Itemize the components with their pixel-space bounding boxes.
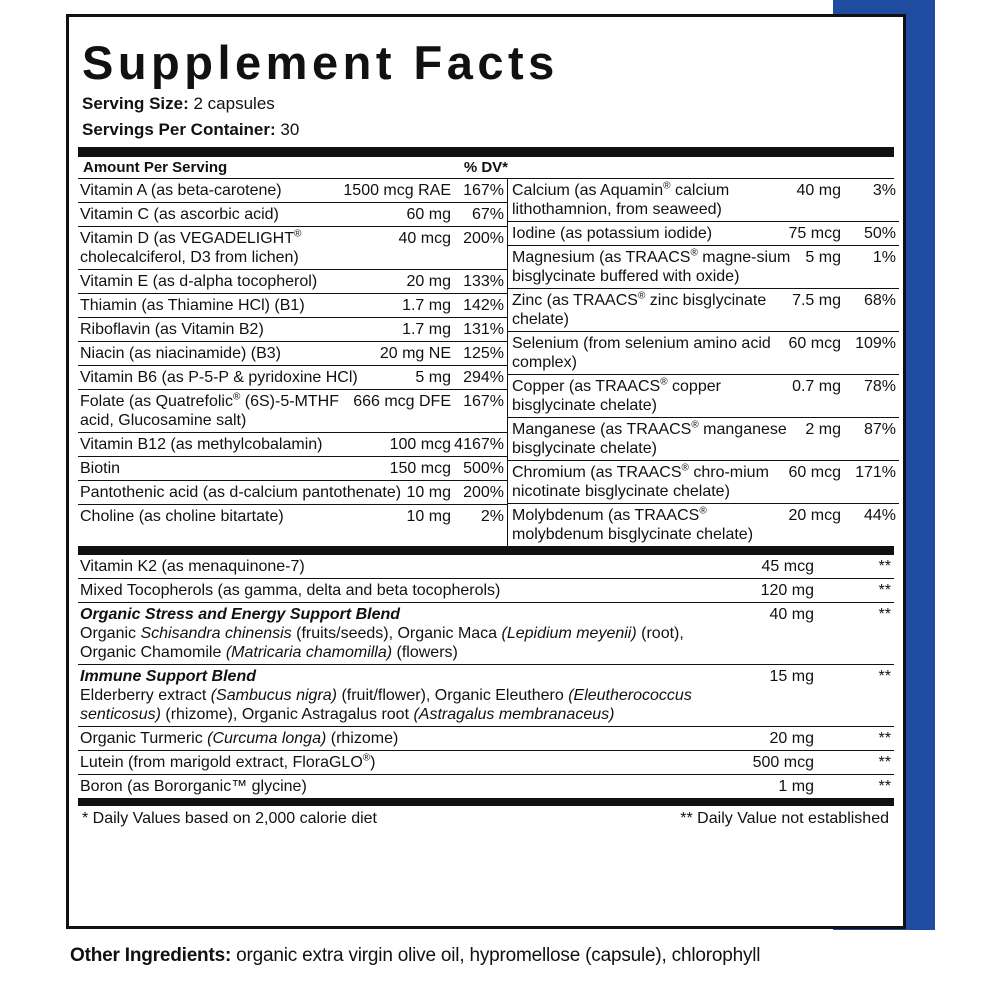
nutrient-amount: 10 mg (406, 484, 451, 501)
nutrient-name: Iodine (as potassium iodide) (512, 225, 713, 242)
ingredient-amount: 45 mcg (761, 558, 814, 575)
nutrient-name (80, 229, 395, 267)
nutrient-dv: 171% (855, 464, 896, 481)
ingredient-name (80, 753, 714, 772)
nutrient-dv: 3% (872, 182, 896, 199)
blend-title: Organic Stress and Energy Support Blend (80, 606, 401, 623)
nutrient-dv: 167% (463, 182, 504, 199)
nutrient-name: Pantothenic acid (as d-calcium pantothenate) (80, 484, 402, 501)
nutrient-amount: 40 mg (796, 182, 841, 199)
table-row (78, 342, 507, 366)
ingredient-dv: ** (878, 778, 891, 795)
supplement-facts-panel (66, 14, 906, 929)
ingredient-dv: ** (878, 668, 891, 685)
ingredient-amount: 120 mg (760, 582, 814, 599)
nutrient-amount: 5 mg (415, 369, 451, 386)
nutrient-name-part: Folate (as Quatrefolic (80, 393, 233, 410)
nutrient-amount: 40 mcg (398, 230, 451, 247)
nutrient-name: Selenium (from selenium amino acid complex) (512, 335, 771, 371)
registered-mark: ® (699, 505, 707, 517)
daily-value-footnotes (78, 806, 894, 830)
amount-per-serving-header: Amount Per Serving (83, 159, 228, 176)
nutrient-name-part: molybdenum bisglycinate chelate) (512, 526, 754, 543)
blend-text-part: (rhizome), Organic Astragalus root (160, 706, 414, 723)
ingredient-amount: 20 mg (769, 730, 814, 747)
nutrient-name (512, 420, 801, 458)
table-row (508, 418, 899, 461)
nutrient-name: Biotin (80, 460, 121, 477)
nutrient-dv: 87% (863, 421, 896, 438)
nutrient-amount: 150 mcg (389, 460, 451, 477)
table-row (78, 727, 894, 751)
stress-energy-blend-row (78, 603, 894, 665)
ingredient-name: Boron (as Bororganic™ glycine) (80, 778, 307, 795)
table-row (508, 375, 899, 418)
nutrient-dv: 142% (463, 297, 504, 314)
nutrient-dv: 68% (863, 292, 896, 309)
nutrient-name-part: Chromium (as TRAACS (512, 464, 682, 481)
scientific-name: (Astragalus membranaceus) (413, 706, 615, 723)
ingredient-text-part: ) (370, 754, 376, 771)
nutrient-dv: 500% (463, 460, 504, 477)
nutrient-dv: 200% (463, 484, 504, 501)
panel-title: Supplement Facts (82, 36, 559, 89)
nutrient-name (512, 463, 785, 501)
nutrient-amount: 0.7 mg (792, 378, 841, 395)
table-row (78, 481, 507, 505)
nutrient-name-part: Zinc (as TRAACS (512, 292, 638, 309)
nutrient-dv: 67% (471, 206, 504, 223)
blend-text-part: (root), Organic Chamomile (80, 625, 684, 661)
ingredient-amount: 500 mcg (752, 754, 814, 771)
nutrient-amount: 60 mcg (788, 464, 841, 481)
other-ingredients-label: Other Ingredients: (70, 945, 232, 966)
scientific-name: (Lepidium meyenii) (501, 625, 637, 642)
table-row (78, 555, 894, 579)
nutrient-amount: 2 mg (805, 421, 841, 438)
left-nutrient-column (78, 179, 508, 546)
blend-title: Immune Support Blend (80, 668, 256, 685)
nutrient-name-part: chro-mium nicotinate bisglycinate chelate) (512, 464, 769, 500)
ingredient-dv: ** (878, 754, 891, 771)
serving-size-label: Serving Size: (82, 94, 189, 113)
table-row (508, 332, 899, 375)
registered-mark: ® (690, 247, 698, 259)
table-row (78, 294, 507, 318)
nutrient-name (512, 506, 785, 544)
nutrient-name: Vitamin A (as beta-carotene) (80, 182, 282, 199)
nutrient-name: Vitamin B12 (as methylcobalamin) (80, 436, 323, 453)
serving-size-value: 2 capsules (193, 94, 275, 113)
table-row (78, 179, 507, 203)
nutrient-dv: 78% (863, 378, 896, 395)
scientific-name: (Eleutherococcus senticosus) (80, 687, 692, 723)
nutrient-amount: 1.7 mg (402, 297, 451, 314)
nutrient-name-part: Magnesium (as TRAACS (512, 249, 691, 266)
table-row (78, 203, 507, 227)
table-row (508, 289, 899, 332)
nutrient-name-part: manganese bisglycinate chelate) (512, 421, 787, 457)
table-row (78, 775, 894, 798)
table-row (78, 270, 507, 294)
nutrient-dv: 133% (463, 273, 504, 290)
nutrient-name-part: Copper (as TRAACS (512, 378, 661, 395)
nutrient-amount: 1500 mcg RAE (343, 182, 451, 199)
ingredient-amount: 15 mg (769, 668, 814, 685)
nutrient-amount: 5 mg (805, 249, 841, 266)
table-row (78, 390, 507, 433)
blend-text-part: (fruit/flower), Organic Eleuthero (337, 687, 569, 704)
ingredient-dv: ** (878, 558, 891, 575)
nutrient-dv: 2% (480, 508, 504, 525)
nutrient-name-part: calcium lithothamnion, from seaweed) (512, 182, 730, 218)
nutrient-name-part: copper bisglycinate chelate) (512, 378, 721, 414)
table-row (508, 179, 899, 222)
nutrient-amount: 7.5 mg (792, 292, 841, 309)
ingredient-text-part: Lutein (from marigold extract, FloraGLO (80, 754, 363, 771)
registered-mark: ® (663, 180, 671, 192)
ingredient-dv: ** (878, 582, 891, 599)
table-row (78, 318, 507, 342)
ingredient-text-part: Organic Turmeric (80, 730, 208, 747)
nutrient-name-part: zinc bisglycinate chelate) (512, 292, 767, 328)
registered-mark: ® (637, 290, 646, 302)
nutrient-dv: 1% (872, 249, 896, 266)
nutrient-name: Vitamin E (as d-alpha tocopherol) (80, 273, 318, 290)
ingredient-name: Vitamin K2 (as menaquinone-7) (80, 558, 305, 575)
scientific-name: Schisandra chinensis (140, 625, 292, 642)
ingredient-name: Mixed Tocopherols (as gamma, delta and beta tocopherols) (80, 582, 501, 599)
table-row (78, 751, 894, 775)
scientific-name: (Sambucus nigra) (210, 687, 337, 704)
registered-mark: ® (681, 462, 689, 474)
nutrient-dv: 109% (855, 335, 896, 352)
nutrient-amount: 75 mcg (788, 225, 841, 242)
thick-divider (78, 147, 894, 157)
table-row (508, 246, 899, 289)
nutrient-name: Niacin (as niacinamide) (B3) (80, 345, 281, 362)
nutrient-amount: 100 mcg (389, 436, 451, 453)
nutrient-dv: 4167% (454, 436, 504, 453)
table-row (78, 366, 507, 390)
nutrient-name: Vitamin C (as ascorbic acid) (80, 206, 279, 223)
other-ingredients-value: organic extra virgin olive oil, hypromellose (capsule), chlorophyll (231, 945, 761, 966)
ingredient-amount: 1 mg (778, 778, 814, 795)
nutrient-name (512, 248, 801, 286)
table-row (78, 579, 894, 603)
thick-divider (78, 798, 894, 806)
nutrient-name-part: Calcium (as Aquamin (512, 182, 664, 199)
ingredient-name (80, 729, 714, 748)
nutrient-name-part: Molybdenum (as TRAACS (512, 507, 700, 524)
nutrient-columns (78, 179, 894, 546)
nutrient-amount: 20 mcg (788, 507, 841, 524)
nutrient-dv: 125% (463, 345, 504, 362)
nutrient-amount: 20 mg NE (379, 345, 451, 362)
other-ingredients (70, 942, 760, 970)
nutrient-dv: 50% (863, 225, 896, 242)
ingredient-amount: 40 mg (769, 606, 814, 623)
table-header (78, 157, 894, 179)
nutrient-name: Vitamin B6 (as P-5-P & pyridoxine HCl) (80, 369, 358, 386)
nutrient-name-part: (6S)-5-MTHF acid, Glucosamine salt) (80, 393, 339, 429)
thick-divider (78, 546, 894, 555)
blend-text-part: (flowers) (392, 644, 458, 661)
blend-text (80, 605, 714, 662)
nutrient-name-part: Manganese (as TRAACS (512, 421, 692, 438)
servings-per-container (82, 117, 894, 143)
nutrient-name (512, 291, 788, 329)
nutrient-name-part: Vitamin D (as VEGADELIGHT (80, 230, 294, 247)
serving-size (82, 91, 894, 117)
nutrient-name-part: magne-sium bisglycinate buffered with oxide) (512, 249, 791, 285)
table-row (78, 505, 507, 528)
nutrient-amount: 1.7 mg (402, 321, 451, 338)
nutrient-dv: 167% (463, 393, 504, 410)
registered-mark: ® (691, 419, 699, 431)
blend-text-part: Organic (80, 625, 141, 642)
nutrient-amount: 666 mcg DFE (353, 393, 451, 410)
table-row (78, 457, 507, 481)
nutrient-amount: 20 mg (406, 273, 451, 290)
nutrient-name (80, 392, 349, 430)
nutrient-amount: 60 mg (406, 206, 451, 223)
nutrient-dv: 131% (463, 321, 504, 338)
blend-text-part: Elderberry extract (80, 687, 211, 704)
footnote-no-dv: ** Daily Value not established (680, 810, 889, 827)
nutrient-name (512, 377, 788, 415)
table-row (508, 222, 899, 246)
footnote-dv: * Daily Values based on 2,000 calorie diet (82, 810, 377, 827)
nutrient-name: Choline (as choline bitartate) (80, 508, 284, 525)
nutrient-amount: 60 mcg (788, 335, 841, 352)
ingredient-dv: ** (878, 730, 891, 747)
registered-mark: ® (362, 752, 371, 764)
blend-text (80, 667, 714, 724)
nutrient-name: Thiamin (as Thiamine HCl) (B1) (80, 297, 305, 314)
right-nutrient-column (508, 179, 899, 546)
ingredient-text-part: (rhizome) (326, 730, 399, 747)
table-row (508, 504, 899, 546)
nutrient-amount: 10 mg (406, 508, 451, 525)
table-row (78, 433, 507, 457)
scientific-name: (Matricaria chamomilla) (225, 644, 393, 661)
registered-mark: ® (660, 376, 668, 388)
blend-text-part: (fruits/seeds), Organic Maca (291, 625, 502, 642)
nutrient-dv: 200% (463, 230, 504, 247)
nutrient-name (512, 181, 793, 219)
dv-header: % DV* (463, 159, 508, 176)
nutrient-name-part: cholecalciferol, D3 from lichen) (80, 249, 299, 266)
registered-mark: ® (293, 228, 302, 240)
immune-blend-row (78, 665, 894, 727)
servings-per-container-label: Servings Per Container: (82, 120, 276, 139)
servings-per-container-value: 30 (280, 120, 300, 139)
registered-mark: ® (232, 391, 241, 403)
nutrient-dv: 294% (463, 369, 504, 386)
scientific-name: (Curcuma longa) (207, 730, 327, 747)
nutrient-dv: 44% (863, 507, 896, 524)
table-row (508, 461, 899, 504)
table-row (78, 227, 507, 270)
ingredient-dv: ** (878, 606, 891, 623)
nutrient-name: Riboflavin (as Vitamin B2) (80, 321, 264, 338)
lower-ingredients (78, 555, 894, 798)
